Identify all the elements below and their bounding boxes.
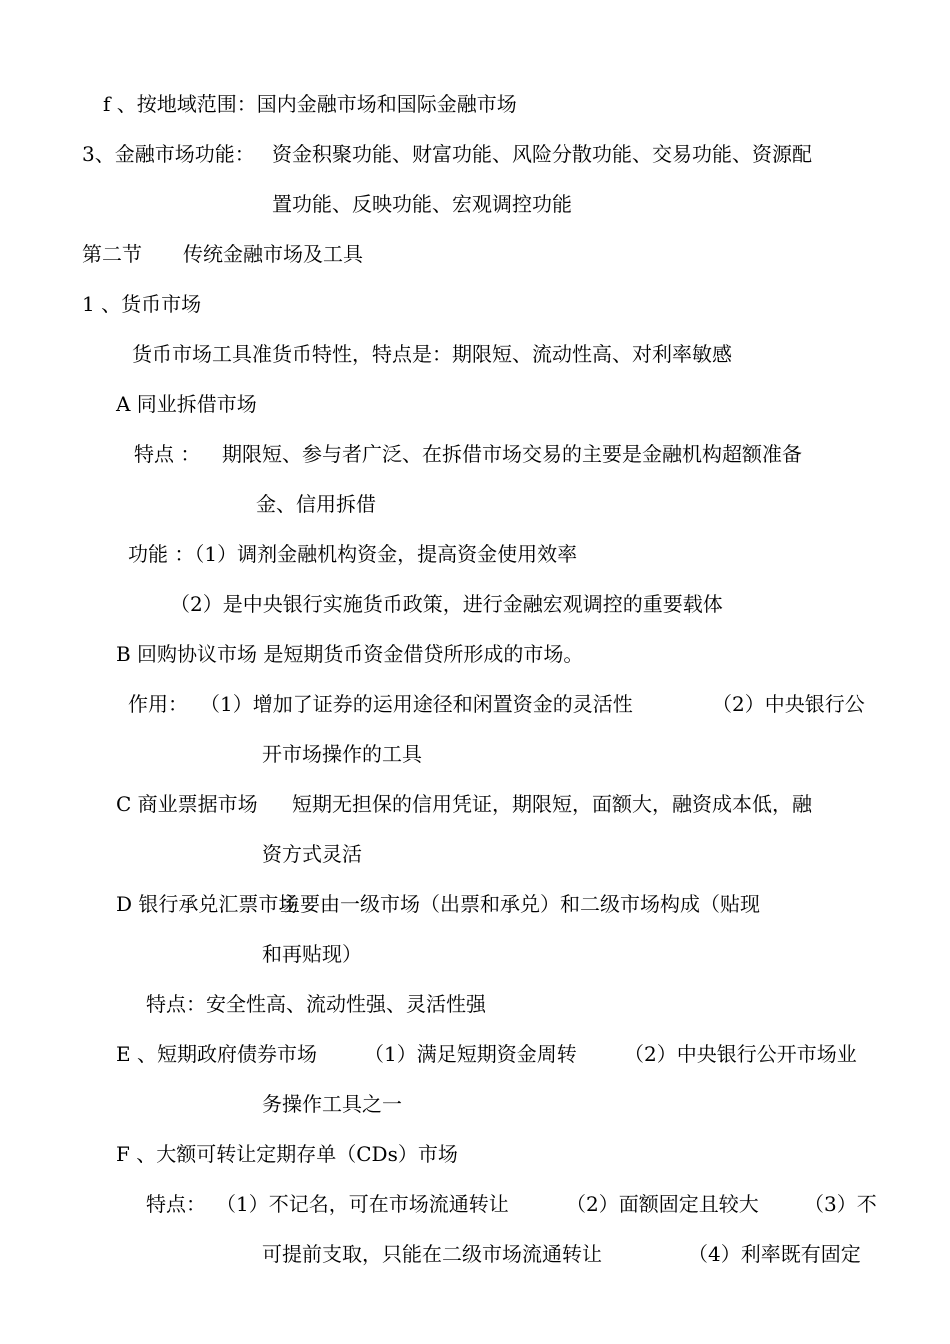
line-17 xyxy=(0,889,950,919)
line-2 xyxy=(0,139,950,169)
text-line: （1）不记名，可在市场流通转让 xyxy=(216,1192,509,1216)
item-label: 特点 ： xyxy=(134,442,201,466)
item-title: E 、短期政府债券市场 xyxy=(116,1042,317,1066)
line-11 xyxy=(0,589,950,619)
item-title: A 同业拆借市场 xyxy=(116,392,257,416)
list-label: 3、金融市场功能： xyxy=(82,142,255,166)
text-line: （2）是中央银行实施货币政策，进行金融宏观调控的重要载体 xyxy=(170,592,723,616)
text-line: 置功能、反映功能、宏观调控功能 xyxy=(272,192,572,216)
line-9 xyxy=(0,489,950,519)
item-title: C 商业票据市场 xyxy=(116,792,258,816)
item-label: 特点： xyxy=(146,1192,206,1216)
text-line: 短期无担保的信用凭证，期限短，面额大，融资成本低，融 xyxy=(292,792,812,816)
text-line: 功能 ：（1）调剂金融机构资金，提高资金使用效率 xyxy=(128,542,578,566)
item-title: F 、大额可转让定期存单（CDs）市场 xyxy=(116,1142,458,1166)
text-line: 金、信用拆借 xyxy=(256,492,376,516)
text-line: 务操作工具之一 xyxy=(262,1092,402,1116)
line-5 xyxy=(0,289,950,319)
line-19 xyxy=(0,989,950,1019)
text-line: 货币市场工具准货币特性，特点是：期限短、流动性高、对利率敏感 xyxy=(132,342,732,366)
line-16 xyxy=(0,839,950,869)
line-10 xyxy=(0,539,950,569)
text-line: B 回购协议市场 是短期货币资金借贷所形成的市场。 xyxy=(116,642,584,666)
line-12 xyxy=(0,639,950,669)
text-line: 可提前支取，只能在二级市场流通转让 xyxy=(262,1242,602,1266)
text-line: （4）利率既有固定 xyxy=(688,1242,861,1266)
line-8 xyxy=(0,439,950,469)
text-line: 资金积聚功能、财富功能、风险分散功能、交易功能、资源配 xyxy=(272,142,812,166)
text-line: 特点：安全性高、流动性强、灵活性强 xyxy=(146,992,486,1016)
line-21 xyxy=(0,1089,950,1119)
text-line: （3）不 xyxy=(804,1192,877,1216)
text-line: 资方式灵活 xyxy=(262,842,362,866)
text-line: （2）中央银行公开市场业 xyxy=(624,1042,857,1066)
line-18 xyxy=(0,939,950,969)
line-7 xyxy=(0,389,950,419)
line-15 xyxy=(0,789,950,819)
line-23 xyxy=(0,1189,950,1219)
text-line: 和再贴现） xyxy=(262,942,362,966)
line-14 xyxy=(0,739,950,769)
text-line: （2）中央银行公 xyxy=(712,692,865,716)
item-label: 作用： xyxy=(128,692,188,716)
line-20 xyxy=(0,1039,950,1069)
text-line: （1）增加了证券的运用途径和闲置资金的灵活性 xyxy=(200,692,633,716)
section-number: 第二节 xyxy=(82,242,142,266)
text-line: 期限短、参与者广泛、在拆借市场交易的主要是金融机构超额准备 xyxy=(222,442,802,466)
text-line: （2）面额固定且较大 xyxy=(566,1192,759,1216)
text-line: （1）满足短期资金周转 xyxy=(364,1042,577,1066)
line-1 xyxy=(0,89,950,119)
text-line: f 、按地域范围：国内金融市场和国际金融市场 xyxy=(103,92,517,116)
item-title: D 银行承兑汇票市场 xyxy=(116,892,299,916)
subsection-title: 1 、货币市场 xyxy=(82,292,202,316)
section-heading xyxy=(0,239,950,269)
line-22 xyxy=(0,1139,950,1169)
line-24 xyxy=(0,1239,950,1269)
line-6 xyxy=(0,339,950,369)
text-line: 开市场操作的工具 xyxy=(262,742,422,766)
line-13 xyxy=(0,689,950,719)
section-title: 传统金融市场及工具 xyxy=(183,242,363,266)
text-line: 主要由一级市场（出票和承兑）和二级市场构成（贴现 xyxy=(280,892,760,916)
line-3 xyxy=(0,189,950,219)
